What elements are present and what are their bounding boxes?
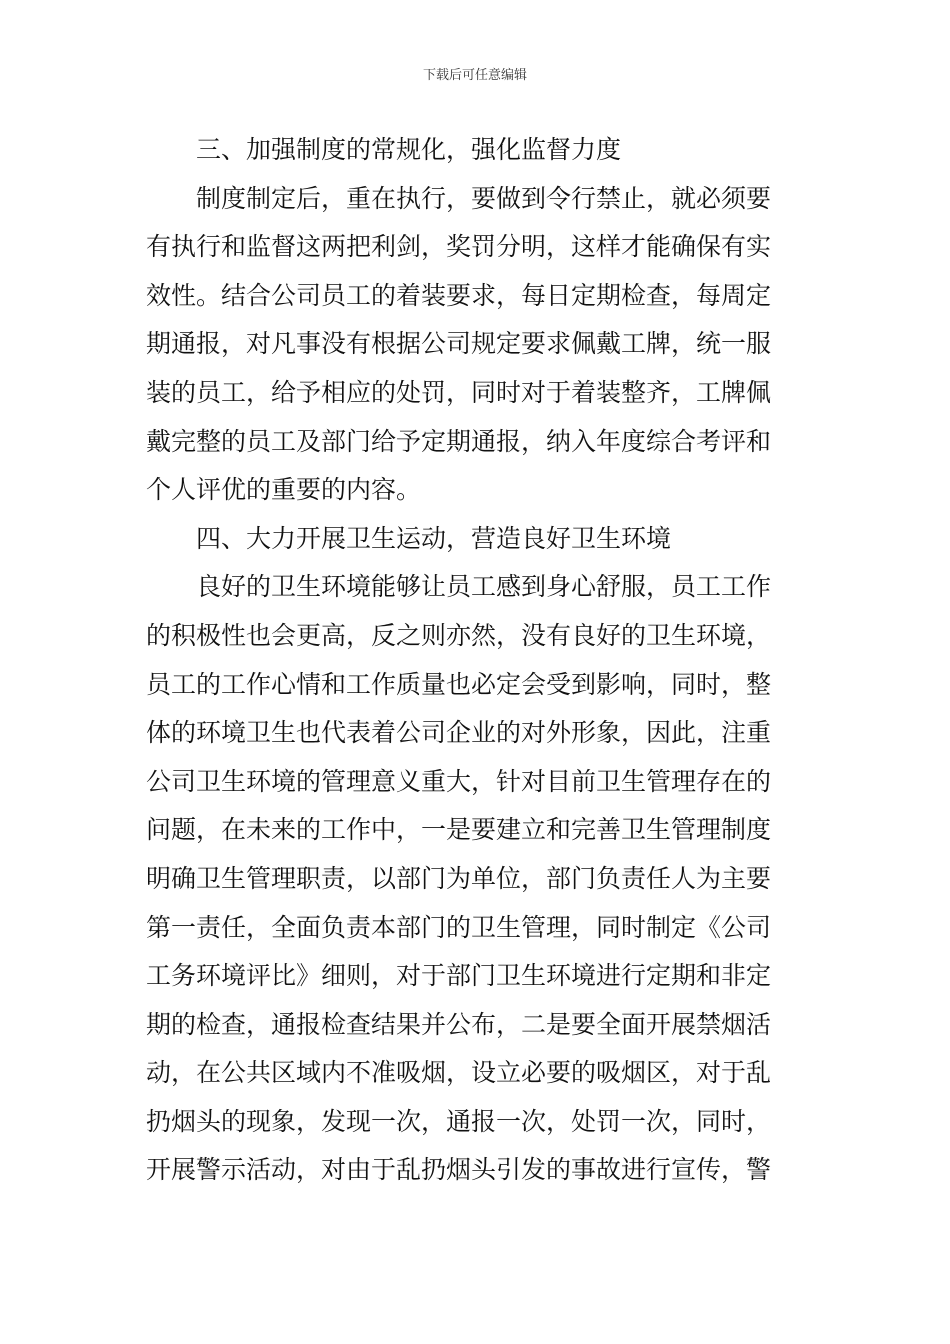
text-line: 开展警示活动，对由于乱扔烟头引发的事故进行宣传，警 [146, 1155, 772, 1185]
text-line: 员工的工作心情和工作质量也必定会受到影响，同时，整 [146, 669, 772, 699]
text-line: 期的检查，通报检查结果并公布，二是要全面开展禁烟活 [146, 1009, 772, 1039]
text-line: 戴完整的员工及部门给予定期通报，纳入年度综合考评和 [146, 426, 772, 456]
text-line: 有执行和监督这两把利剑，奖罚分明，这样才能确保有实 [146, 232, 772, 262]
text-line: 扔烟头的现象，发现一次，通报一次，处罚一次，同时， [146, 1106, 772, 1136]
text-line: 动，在公共区域内不准吸烟，设立必要的吸烟区，对于乱 [146, 1058, 772, 1088]
text-line: 良好的卫生环境能够让员工感到身心舒服，员工工作 [146, 572, 772, 602]
text-line: 公司卫生环境的管理意义重大，针对目前卫生管理存在的 [146, 766, 772, 796]
text-line: 四、大力开展卫生运动，营造良好卫生环境 [146, 523, 672, 553]
text-line: 期通报，对凡事没有根据公司规定要求佩戴工牌，统一服 [146, 329, 772, 359]
text-line: 问题，在未来的工作中，一是要建立和完善卫生管理制度 [146, 815, 772, 845]
text-line: 第一责任，全面负责本部门的卫生管理，同时制定《公司 [146, 912, 772, 942]
page-header: 下载后可任意编辑 [422, 68, 527, 83]
text-line: 的积极性也会更高，反之则亦然，没有良好的卫生环境， [146, 620, 772, 650]
text-line: 个人评优的重要的内容。 [146, 475, 422, 505]
body-text [146, 126, 810, 1195]
text-line: 三、加强制度的常规化，强化监督力度 [146, 135, 622, 164]
text-line: 装的员工，给予相应的处罚，同时对于着装整齐，工牌佩 [146, 377, 772, 407]
text-line: 效性。结合公司员工的着装要求，每日定期检查，每周定 [146, 280, 772, 310]
text-line: 明确卫生管理职责，以部门为单位，部门负责任人为主要 [146, 863, 772, 893]
text-line: 体的环境卫生也代表着公司企业的对外形象，因此，注重 [146, 718, 772, 748]
text-line: 制度制定后，重在执行，要做到令行禁止，就必须要 [146, 183, 772, 213]
text-line: 工务环境评比》细则，对于部门卫生环境进行定期和非定 [146, 961, 772, 991]
